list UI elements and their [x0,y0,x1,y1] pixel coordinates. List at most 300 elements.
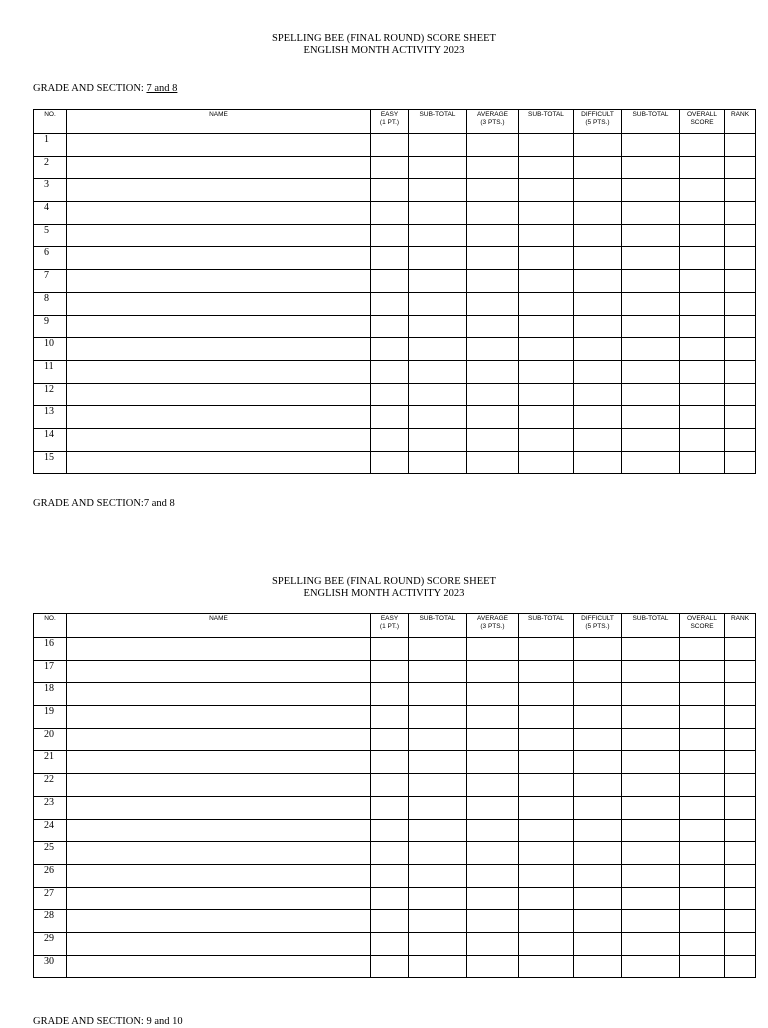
overall-score-cell[interactable] [680,383,725,406]
name-cell[interactable] [67,910,371,933]
easy-cell[interactable] [371,910,409,933]
difficult-cell[interactable] [574,955,622,978]
subtotal-difficult-cell[interactable] [622,292,680,315]
subtotal-difficult-cell[interactable] [622,683,680,706]
overall-score-cell[interactable] [680,728,725,751]
easy-cell[interactable] [371,864,409,887]
name-cell[interactable] [67,451,371,474]
name-cell[interactable] [67,728,371,751]
overall-score-cell[interactable] [680,134,725,157]
overall-score-cell[interactable] [680,247,725,270]
overall-score-cell[interactable] [680,955,725,978]
average-cell[interactable] [467,706,519,729]
difficult-cell[interactable] [574,796,622,819]
overall-score-cell[interactable] [680,270,725,293]
rank-cell[interactable] [725,842,756,865]
rank-cell[interactable] [725,932,756,955]
rank-cell[interactable] [725,751,756,774]
row-number: 13 [34,406,67,429]
easy-cell[interactable] [371,728,409,751]
easy-cell[interactable] [371,660,409,683]
average-cell[interactable] [467,728,519,751]
subtotal-difficult-cell[interactable] [622,910,680,933]
subtotal-average-cell[interactable] [519,406,574,429]
average-cell[interactable] [467,751,519,774]
average-cell[interactable] [467,842,519,865]
row-number: 14 [34,428,67,451]
subtotal-easy-cell[interactable] [409,270,467,293]
sheet1-title-line2: ENGLISH MONTH ACTIVITY 2023 [303,45,465,56]
easy-cell[interactable] [371,270,409,293]
subtotal-average-cell[interactable] [519,683,574,706]
rank-cell[interactable] [725,955,756,978]
overall-score-cell[interactable] [680,156,725,179]
subtotal-difficult-cell[interactable] [622,179,680,202]
rank-cell[interactable] [725,728,756,751]
difficult-cell[interactable] [574,247,622,270]
row-number: 12 [34,383,67,406]
easy-cell[interactable] [371,315,409,338]
rank-cell[interactable] [725,660,756,683]
overall-score-cell[interactable] [680,842,725,865]
subtotal-easy-cell[interactable] [409,292,467,315]
overall-score-cell[interactable] [680,179,725,202]
name-cell[interactable] [67,864,371,887]
overall-score-cell[interactable] [680,315,725,338]
rank-cell[interactable] [725,910,756,933]
difficult-cell[interactable] [574,428,622,451]
name-cell[interactable] [67,842,371,865]
subtotal-difficult-cell[interactable] [622,796,680,819]
subtotal-average-cell[interactable] [519,660,574,683]
easy-cell[interactable] [371,247,409,270]
col-subtotal-average: SUB-TOTAL [519,110,574,134]
overall-score-cell[interactable] [680,864,725,887]
difficult-cell[interactable] [574,660,622,683]
difficult-cell[interactable] [574,932,622,955]
subtotal-easy-cell[interactable] [409,774,467,797]
difficult-cell[interactable] [574,910,622,933]
name-cell[interactable] [67,819,371,842]
rank-cell[interactable] [725,683,756,706]
subtotal-average-cell[interactable] [519,292,574,315]
subtotal-difficult-cell[interactable] [622,819,680,842]
subtotal-average-cell[interactable] [519,819,574,842]
row-number: 4 [34,202,67,225]
subtotal-easy-cell[interactable] [409,179,467,202]
rank-cell[interactable] [725,134,756,157]
subtotal-average-cell[interactable] [519,247,574,270]
rank-cell[interactable] [725,247,756,270]
subtotal-difficult-cell[interactable] [622,247,680,270]
overall-score-cell[interactable] [680,224,725,247]
rank-cell[interactable] [725,360,756,383]
subtotal-easy-cell[interactable] [409,842,467,865]
difficult-cell[interactable] [574,728,622,751]
subtotal-difficult-cell[interactable] [622,955,680,978]
subtotal-average-cell[interactable] [519,179,574,202]
name-cell[interactable] [67,360,371,383]
overall-score-cell[interactable] [680,451,725,474]
subtotal-difficult-cell[interactable] [622,156,680,179]
subtotal-difficult-cell[interactable] [622,887,680,910]
average-cell[interactable] [467,774,519,797]
subtotal-difficult-cell[interactable] [622,728,680,751]
average-cell[interactable] [467,292,519,315]
name-cell[interactable] [67,224,371,247]
rank-cell[interactable] [725,451,756,474]
easy-cell[interactable] [371,932,409,955]
subtotal-easy-cell[interactable] [409,751,467,774]
difficult-cell[interactable] [574,383,622,406]
table-row [34,315,756,338]
subtotal-difficult-cell[interactable] [622,383,680,406]
average-cell[interactable] [467,819,519,842]
subtotal-average-cell[interactable] [519,224,574,247]
subtotal-difficult-cell[interactable] [622,224,680,247]
table-row [34,932,756,955]
difficult-cell[interactable] [574,315,622,338]
table-row [34,451,756,474]
name-cell[interactable] [67,660,371,683]
row-number: 11 [34,360,67,383]
row-number: 15 [34,451,67,474]
rank-cell[interactable] [725,887,756,910]
difficult-cell[interactable] [574,338,622,361]
subtotal-average-cell[interactable] [519,338,574,361]
between-grade-note: GRADE AND SECTION:7 and 8 [33,498,175,509]
col-subtotal-difficult: SUB-TOTAL [622,614,680,638]
overall-score-cell[interactable] [680,292,725,315]
subtotal-average-cell[interactable] [519,706,574,729]
rank-cell[interactable] [725,179,756,202]
subtotal-difficult-cell[interactable] [622,270,680,293]
subtotal-easy-cell[interactable] [409,224,467,247]
subtotal-easy-cell[interactable] [409,360,467,383]
row-number: 21 [34,751,67,774]
easy-cell[interactable] [371,383,409,406]
name-cell[interactable] [67,247,371,270]
subtotal-average-cell[interactable] [519,428,574,451]
average-cell[interactable] [467,638,519,661]
subtotal-easy-cell[interactable] [409,932,467,955]
difficult-cell[interactable] [574,751,622,774]
score-table-1 [33,109,756,474]
overall-score-cell[interactable] [680,202,725,225]
easy-cell[interactable] [371,751,409,774]
table-row [34,270,756,293]
difficult-cell[interactable] [574,683,622,706]
easy-cell[interactable] [371,406,409,429]
subtotal-easy-cell[interactable] [409,887,467,910]
subtotal-average-cell[interactable] [519,910,574,933]
easy-cell[interactable] [371,156,409,179]
subtotal-easy-cell[interactable] [409,315,467,338]
easy-cell[interactable] [371,179,409,202]
subtotal-difficult-cell[interactable] [622,406,680,429]
subtotal-easy-cell[interactable] [409,660,467,683]
subtotal-easy-cell[interactable] [409,728,467,751]
subtotal-easy-cell[interactable] [409,819,467,842]
col-subtotal-easy: SUB-TOTAL [409,110,467,134]
name-cell[interactable] [67,338,371,361]
difficult-cell[interactable] [574,292,622,315]
name-cell[interactable] [67,134,371,157]
overall-score-cell[interactable] [680,819,725,842]
subtotal-average-cell[interactable] [519,156,574,179]
rank-cell[interactable] [725,338,756,361]
subtotal-difficult-cell[interactable] [622,864,680,887]
subtotal-average-cell[interactable] [519,638,574,661]
sheet2-title-line2: ENGLISH MONTH ACTIVITY 2023 [303,588,465,599]
easy-cell[interactable] [371,638,409,661]
average-cell[interactable] [467,864,519,887]
easy-cell[interactable] [371,338,409,361]
difficult-cell[interactable] [574,179,622,202]
rank-cell[interactable] [725,864,756,887]
name-cell[interactable] [67,406,371,429]
average-cell[interactable] [467,428,519,451]
difficult-cell[interactable] [574,887,622,910]
subtotal-difficult-cell[interactable] [622,660,680,683]
difficult-cell[interactable] [574,774,622,797]
subtotal-difficult-cell[interactable] [622,315,680,338]
average-cell[interactable] [467,179,519,202]
row-number: 3 [34,179,67,202]
difficult-cell[interactable] [574,134,622,157]
name-cell[interactable] [67,751,371,774]
subtotal-easy-cell[interactable] [409,706,467,729]
overall-score-cell[interactable] [680,338,725,361]
easy-cell[interactable] [371,202,409,225]
average-cell[interactable] [467,202,519,225]
average-cell[interactable] [467,910,519,933]
name-cell[interactable] [67,428,371,451]
name-cell[interactable] [67,774,371,797]
overall-score-cell[interactable] [680,910,725,933]
easy-cell[interactable] [371,134,409,157]
name-cell[interactable] [67,179,371,202]
easy-cell[interactable] [371,451,409,474]
easy-cell[interactable] [371,706,409,729]
subtotal-easy-cell[interactable] [409,796,467,819]
average-cell[interactable] [467,270,519,293]
easy-cell[interactable] [371,428,409,451]
subtotal-average-cell[interactable] [519,315,574,338]
subtotal-easy-cell[interactable] [409,864,467,887]
subtotal-difficult-cell[interactable] [622,842,680,865]
name-cell[interactable] [67,932,371,955]
easy-cell[interactable] [371,887,409,910]
subtotal-average-cell[interactable] [519,842,574,865]
overall-score-cell[interactable] [680,360,725,383]
subtotal-easy-cell[interactable] [409,247,467,270]
subtotal-average-cell[interactable] [519,887,574,910]
easy-cell[interactable] [371,842,409,865]
difficult-cell[interactable] [574,270,622,293]
rank-cell[interactable] [725,406,756,429]
row-number: 8 [34,292,67,315]
difficult-cell[interactable] [574,202,622,225]
subtotal-average-cell[interactable] [519,864,574,887]
name-cell[interactable] [67,383,371,406]
overall-score-cell[interactable] [680,638,725,661]
overall-score-cell[interactable] [680,751,725,774]
subtotal-easy-cell[interactable] [409,910,467,933]
overall-score-cell[interactable] [680,706,725,729]
subtotal-easy-cell[interactable] [409,406,467,429]
easy-cell[interactable] [371,683,409,706]
easy-cell[interactable] [371,955,409,978]
difficult-cell[interactable] [574,842,622,865]
subtotal-easy-cell[interactable] [409,134,467,157]
average-cell[interactable] [467,383,519,406]
name-cell[interactable] [67,683,371,706]
row-number: 24 [34,819,67,842]
name-cell[interactable] [67,292,371,315]
subtotal-difficult-cell[interactable] [622,134,680,157]
average-cell[interactable] [467,224,519,247]
subtotal-average-cell[interactable] [519,751,574,774]
average-cell[interactable] [467,247,519,270]
subtotal-easy-cell[interactable] [409,383,467,406]
rank-cell[interactable] [725,383,756,406]
difficult-cell[interactable] [574,706,622,729]
name-cell[interactable] [67,156,371,179]
average-cell[interactable] [467,660,519,683]
rank-cell[interactable] [725,270,756,293]
average-cell[interactable] [467,683,519,706]
row-number: 1 [34,134,67,157]
average-cell[interactable] [467,932,519,955]
subtotal-difficult-cell[interactable] [622,451,680,474]
rank-cell[interactable] [725,774,756,797]
row-number: 2 [34,156,67,179]
overall-score-cell[interactable] [680,774,725,797]
name-cell[interactable] [67,955,371,978]
col-difficult: DIFFICULT (5 PTS.) [574,614,622,638]
subtotal-easy-cell[interactable] [409,955,467,978]
subtotal-difficult-cell[interactable] [622,774,680,797]
average-cell[interactable] [467,796,519,819]
difficult-cell[interactable] [574,638,622,661]
table-row [34,134,756,157]
overall-score-cell[interactable] [680,887,725,910]
difficult-cell[interactable] [574,224,622,247]
subtotal-average-cell[interactable] [519,796,574,819]
subtotal-difficult-cell[interactable] [622,202,680,225]
rank-cell[interactable] [725,819,756,842]
name-cell[interactable] [67,796,371,819]
subtotal-difficult-cell[interactable] [622,932,680,955]
difficult-cell[interactable] [574,156,622,179]
rank-cell[interactable] [725,428,756,451]
subtotal-average-cell[interactable] [519,728,574,751]
average-cell[interactable] [467,451,519,474]
rank-cell[interactable] [725,315,756,338]
subtotal-difficult-cell[interactable] [622,638,680,661]
subtotal-difficult-cell[interactable] [622,360,680,383]
rank-cell[interactable] [725,796,756,819]
rank-cell[interactable] [725,156,756,179]
rank-cell[interactable] [725,224,756,247]
table-row [34,406,756,429]
average-cell[interactable] [467,156,519,179]
name-cell[interactable] [67,315,371,338]
rank-cell[interactable] [725,202,756,225]
subtotal-difficult-cell[interactable] [622,428,680,451]
subtotal-average-cell[interactable] [519,451,574,474]
name-cell[interactable] [67,638,371,661]
subtotal-easy-cell[interactable] [409,451,467,474]
name-cell[interactable] [67,706,371,729]
subtotal-easy-cell[interactable] [409,683,467,706]
subtotal-average-cell[interactable] [519,955,574,978]
rank-cell[interactable] [725,638,756,661]
overall-score-cell[interactable] [680,428,725,451]
overall-score-cell[interactable] [680,406,725,429]
average-cell[interactable] [467,360,519,383]
easy-cell[interactable] [371,796,409,819]
footer-grade-section: GRADE AND SECTION: 9 and 10 [33,1016,183,1027]
subtotal-average-cell[interactable] [519,202,574,225]
difficult-cell[interactable] [574,360,622,383]
average-cell[interactable] [467,134,519,157]
score-table-2 [33,613,756,978]
average-cell[interactable] [467,887,519,910]
easy-cell[interactable] [371,360,409,383]
average-cell[interactable] [467,315,519,338]
easy-cell[interactable] [371,292,409,315]
subtotal-easy-cell[interactable] [409,428,467,451]
easy-cell[interactable] [371,819,409,842]
rank-cell[interactable] [725,706,756,729]
subtotal-average-cell[interactable] [519,270,574,293]
subtotal-average-cell[interactable] [519,134,574,157]
row-number: 7 [34,270,67,293]
average-cell[interactable] [467,338,519,361]
subtotal-easy-cell[interactable] [409,338,467,361]
name-cell[interactable] [67,887,371,910]
subtotal-average-cell[interactable] [519,774,574,797]
subtotal-average-cell[interactable] [519,360,574,383]
table-row [34,774,756,797]
difficult-cell[interactable] [574,406,622,429]
average-cell[interactable] [467,955,519,978]
subtotal-easy-cell[interactable] [409,202,467,225]
average-cell[interactable] [467,406,519,429]
easy-cell[interactable] [371,224,409,247]
subtotal-easy-cell[interactable] [409,638,467,661]
overall-score-cell[interactable] [680,796,725,819]
overall-score-cell[interactable] [680,932,725,955]
name-cell[interactable] [67,202,371,225]
subtotal-average-cell[interactable] [519,383,574,406]
subtotal-difficult-cell[interactable] [622,751,680,774]
easy-cell[interactable] [371,774,409,797]
subtotal-difficult-cell[interactable] [622,706,680,729]
rank-cell[interactable] [725,292,756,315]
subtotal-average-cell[interactable] [519,932,574,955]
difficult-cell[interactable] [574,819,622,842]
overall-score-cell[interactable] [680,683,725,706]
difficult-cell[interactable] [574,451,622,474]
difficult-cell[interactable] [574,864,622,887]
overall-score-cell[interactable] [680,660,725,683]
name-cell[interactable] [67,270,371,293]
subtotal-easy-cell[interactable] [409,156,467,179]
subtotal-difficult-cell[interactable] [622,338,680,361]
